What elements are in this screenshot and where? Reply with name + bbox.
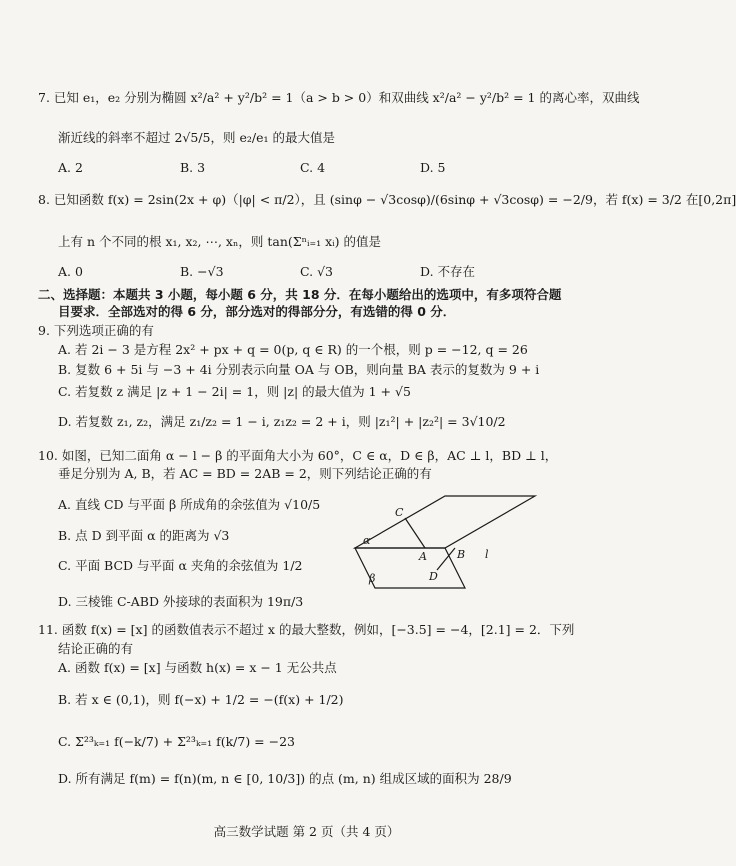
q11-option-d: D. 所有满足 f(m) = f(n)(m, n ∈ [0, 10/3]) 的点 (m, n) 组成区域的面积为 28/9 bbox=[58, 771, 512, 786]
q10-option-c: C. 平面 BCD 与平面 α 夹角的余弦值为 1/2 bbox=[58, 558, 303, 573]
q8-stem-line1: 8. 已知函数 f(x) = 2sin(2x + φ)（|φ| < π/2），且 (sinφ − √3cosφ)/(6sinφ + √3cosφ) = −2/9，若 f(x) = 3/2 在[0,2π] bbox=[38, 192, 736, 207]
q8-option-b: B. −√3 bbox=[180, 264, 224, 279]
q11-stem-line1: 11. 函数 f(x) = [x] 的函数值表示不超过 x 的最大整数，例如，[−3.5] = −4，[2.1] = 2．下列 bbox=[38, 622, 575, 637]
q7-option-d: D. 5 bbox=[420, 160, 446, 175]
q7-option-c: C. 4 bbox=[300, 160, 326, 175]
q7-stem-line1: 7. 已知 e₁，e₂ 分别为椭圆 x²/a² + y²/b² = 1（a > b > 0）和双曲线 x²/a² − y²/b² = 1 的离心率，双曲线 bbox=[38, 90, 640, 105]
q7-option-b: B. 3 bbox=[180, 160, 206, 175]
plane-alpha bbox=[355, 496, 535, 548]
q11-stem-line2: 结论正确的有 bbox=[58, 641, 134, 656]
q9-option-b: B. 复数 6 + 5i 与 −3 + 4i 分别表示向量 OA 与 OB，则向量 BA 表示的复数为 9 + i bbox=[58, 362, 540, 377]
label-b: B bbox=[457, 548, 466, 561]
q7-option-a: A. 2 bbox=[58, 160, 83, 175]
q11-option-a: A. 函数 f(x) = [x] 与函数 h(x) = x − 1 无公共点 bbox=[58, 660, 337, 675]
q8-option-c: C. √3 bbox=[300, 264, 333, 279]
q9-option-d: D. 若复数 z₁, z₂，满足 z₁/z₂ = 1 − i, z₁z₂ = 2 + i，则 |z₁²| + |z₂²| = 3√10/2 bbox=[58, 414, 506, 429]
q8-stem-line2: 上有 n 个不同的根 x₁, x₂, ⋯, xₙ，则 tan(Σⁿᵢ₌₁ xᵢ) 的值是 bbox=[58, 234, 382, 249]
dihedral-angle-figure bbox=[345, 488, 545, 600]
page-footer: 高三数学试题 第 2 页（共 4 页） bbox=[213, 824, 400, 839]
q7-stem-line2: 渐近线的斜率不超过 2√5/5，则 e₂/e₁ 的最大值是 bbox=[58, 130, 335, 145]
label-alpha: α bbox=[363, 534, 371, 547]
q10-stem-line2: 垂足分别为 A, B，若 AC = BD = 2AB = 2，则下列结论正确的有 bbox=[58, 466, 432, 481]
section2-heading-line1: 二、选择题：本题共 3 小题，每小题 6 分，共 18 分．在每小题给出的选项中，有多项符合题 bbox=[38, 287, 562, 302]
q8-option-d: D. 不存在 bbox=[420, 264, 476, 279]
label-a: A bbox=[419, 550, 427, 563]
q8-option-a: A. 0 bbox=[58, 264, 83, 279]
q9-stem: 9. 下列选项正确的有 bbox=[38, 323, 154, 338]
label-beta: β bbox=[369, 572, 376, 585]
q11-option-b: B. 若 x ∈ (0,1)，则 f(−x) + 1/2 = −(f(x) + 1/2) bbox=[58, 692, 344, 707]
label-c: C bbox=[395, 506, 404, 519]
q10-option-d: D. 三棱锥 C-ABD 外接球的表面积为 19π/3 bbox=[58, 594, 304, 609]
label-d: D bbox=[429, 570, 438, 583]
q9-option-a: A. 若 2i − 3 是方程 2x² + px + q = 0(p, q ∈ R) 的一个根，则 p = −12, q = 26 bbox=[58, 342, 528, 357]
segment-ca bbox=[405, 518, 425, 548]
label-l: l bbox=[485, 548, 489, 561]
q10-stem-line1: 10. 如图，已知二面角 α − l − β 的平面角大小为 60°，C ∈ α，D ∈ β，AC ⊥ l，BD ⊥ l， bbox=[38, 448, 558, 463]
q11-option-c: C. Σ²³ₖ₌₁ f(−k/7) + Σ²³ₖ₌₁ f(k/7) = −23 bbox=[58, 734, 295, 749]
q9-option-c: C. 若复数 z 满足 |z + 1 − 2i| = 1，则 |z| 的最大值为 1 + √5 bbox=[58, 384, 411, 399]
q10-option-b: B. 点 D 到平面 α 的距离为 √3 bbox=[58, 528, 230, 543]
q10-option-a: A. 直线 CD 与平面 β 所成角的余弦值为 √10/5 bbox=[58, 497, 321, 512]
section2-heading-line2: 目要求．全部选对的得 6 分，部分选对的得部分分，有选错的得 0 分． bbox=[58, 304, 456, 319]
